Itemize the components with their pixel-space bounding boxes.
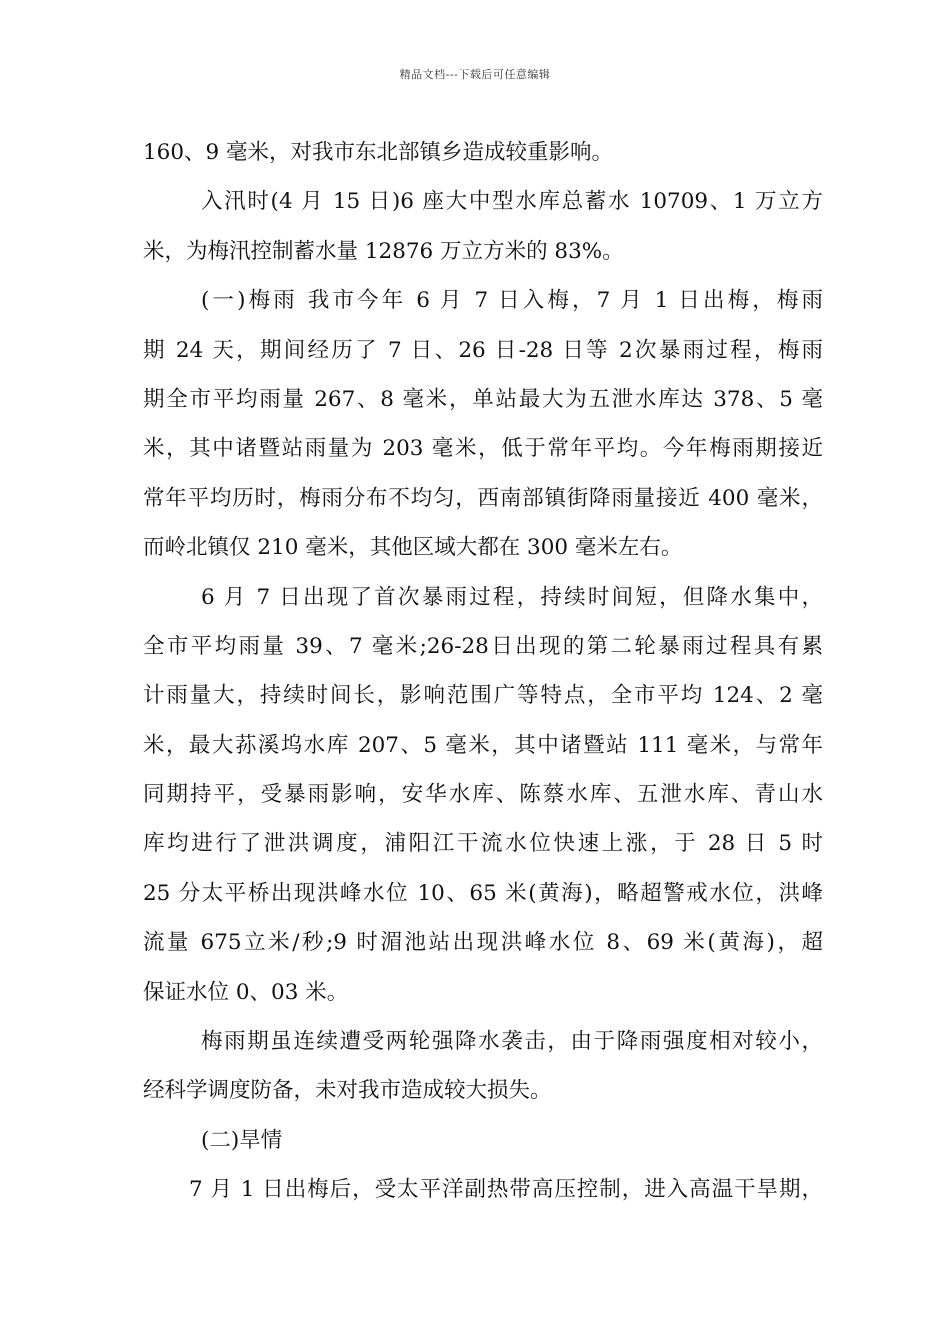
text-line-11: 全市平均雨量 39、7 毫米;26-28日出现的第二轮暴雨过程具有累	[143, 633, 823, 659]
page-header: 精品文档---下载后可任意编辑	[399, 68, 551, 81]
text-line-15: 库均进行了泄洪调度，浦阳江干流水位快速上涨，于 28 日 5 时	[143, 831, 823, 857]
text-line-8: 常年平均历时，梅雨分布不均匀，西南部镇街降雨量接近 400 毫米，	[143, 485, 823, 511]
text-line-2: 入汛时(4 月 15 日)6 座大中型水库总蓄水 10709、1 万立方	[201, 189, 823, 215]
text-line-3: 米，为梅汛控制蓄水量 12876 万立方米的 83%。	[143, 238, 624, 264]
text-line-10: 6 月 7 日出现了首次暴雨过程，持续时间短，但降水集中，	[201, 584, 823, 610]
text-line-1: 160、9 毫米，对我市东北部镇乡造成较重影响。	[143, 140, 614, 165]
text-line-13: 米，最大荪溪坞水库 207、5 毫米，其中诸暨站 111 毫米，与常年	[143, 732, 823, 758]
text-line-22: 7 月 1 日出梅后，受太平洋副热带高压控制，进入高温干旱期，	[189, 1177, 823, 1203]
section-heading-drought: (二)旱情	[201, 1127, 283, 1153]
text-line-18: 保证水位 0、03 米。	[143, 979, 349, 1005]
text-line-7: 米，其中诸暨站雨量为 203 毫米，低于常年平均。今年梅雨期接近	[143, 436, 823, 462]
text-line-5: 期 24 天，期间经历了 7 日、26 日-28 日等 2次暴雨过程，梅雨	[143, 337, 823, 363]
text-line-12: 计雨量大，持续时间长，影响范围广等特点，全市平均 124、2 毫	[143, 683, 823, 709]
text-line-16: 25 分太平桥出现洪峰水位 10、65 米(黄海)，略超警戒水位，洪峰	[143, 880, 823, 906]
text-line-6: 期全市平均雨量 267、8 毫米，单站最大为五泄水库达 378、5 毫	[143, 386, 823, 412]
text-line-20: 经科学调度防备，未对我市造成较大损失。	[143, 1078, 552, 1104]
text-line-9: 而岭北镇仅 210 毫米，其他区域大都在 300 毫米左右。	[143, 535, 683, 561]
text-line-19: 梅雨期虽连续遭受两轮强降水袭击，由于降雨强度相对较小，	[201, 1029, 823, 1055]
text-line-17: 流量 675立米/秒;9 时湄池站出现洪峰水位 8、69 米(黄海)，超	[143, 930, 823, 956]
document-body	[143, 128, 823, 1215]
text-line-14: 同期持平，受暴雨影响，安华水库、陈蔡水库、五泄水库、青山水	[143, 782, 823, 808]
text-line-4: (一)梅雨 我市今年 6 月 7 日入梅，7 月 1 日出梅，梅雨	[201, 288, 823, 314]
